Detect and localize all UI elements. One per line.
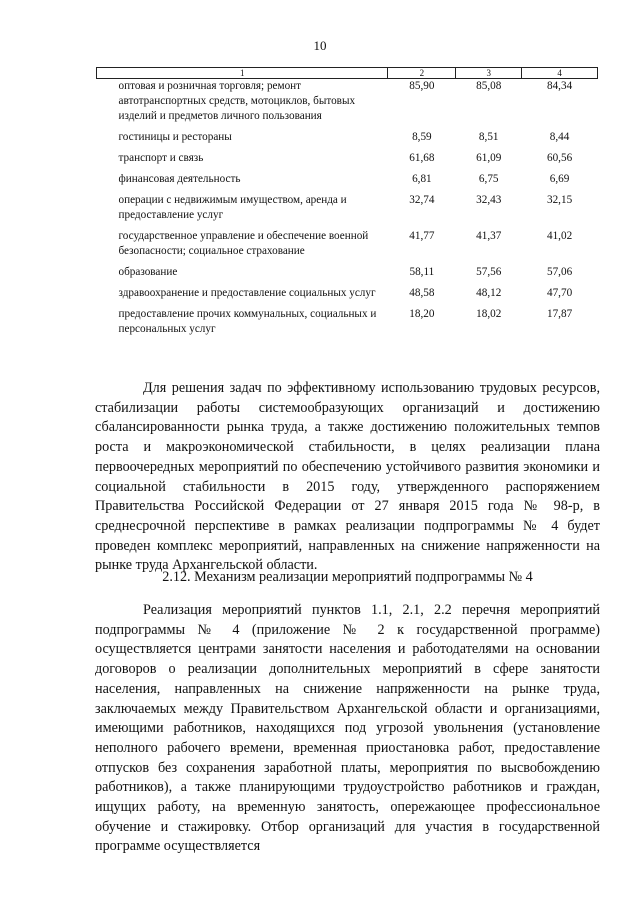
row-label: оптовая и розничная торговля; ремонт автотранспортных средств, мотоциклов, бытовых изделий и предметов личного пользования [118, 80, 356, 122]
paragraph-text: Реализация мероприятий пунктов 1.1, 2.1, 2.2 перечня мероприятий подпрограммы № 4 (приложение № 2 к государственной программе) осуществляется центрами занятости населения и работодателями на основании договоров о реализации дополнительных мероприятий в сфере занятости населения, направленных на снижение напряженности на рынке труда, заключаемых между Правительством Архангельской области и организациями, имеющими работников, находящихся под угрозой увольнения (установление неполного рабочего времени, временная приостановка работ, предоставление отпусков без сохранения заработной платы, мероприятия по высвобождению работников), а также планирующими трудоустройство работников и граждан, ищущих работу, на временную занятость, опережающее профессиональное обучение и стажировку. Отбор организаций для участия в государственной программе осуществляется [95, 602, 600, 855]
paragraph-text: Для решения задач по эффективному использованию трудовых ресурсов, стабилизации работы системообразующих организаций и достижению сбалансированности рынка труда, а также достижению положительных темпов роста и макроэкономической стабильности, в целях реализации плана первоочередных мероприятий по обеспечению устойчивого развития экономики и социальной стабильности в 2015 году, утвержденного распоряжением Правительства Российской Федерации от 27 января 2015 года № 98-р, в среднесрочной перспективе в рамках реализации подпрограммы № 4 будет проведен комплекс мероприятий, направленных на снижение напряженности на рынке труда Архангельской области. [95, 380, 600, 574]
row-label: гостиницы и рестораны [118, 131, 232, 143]
table-row [97, 193, 598, 229]
row-value: 58,11 [409, 266, 435, 278]
row-label: здравоохранение и предоставление социальных услуг [118, 287, 376, 299]
row-value: 8,44 [549, 131, 570, 143]
row-value: 32,43 [476, 194, 502, 206]
row-value: 18,20 [409, 308, 435, 320]
row-label: предоставление прочих коммунальных, социальных и персональных услуг [118, 308, 377, 335]
row-value: 60,56 [546, 152, 573, 164]
table-row [97, 286, 598, 307]
row-value: 41,02 [546, 230, 573, 242]
table-header-cell: 1 [97, 68, 388, 79]
row-value: 85,08 [476, 80, 502, 92]
table-row [97, 151, 598, 172]
row-label: образование [118, 266, 178, 278]
table-row [97, 265, 598, 286]
row-value: 57,06 [546, 266, 573, 278]
row-value: 85,90 [409, 80, 435, 92]
row-value: 48,58 [409, 287, 435, 299]
row-label: государственное управление и обеспечение военной безопасности; социальное страхование [118, 230, 369, 257]
row-value: 47,70 [546, 287, 573, 299]
data-table [96, 67, 598, 343]
row-value: 6,69 [549, 173, 570, 185]
row-label: транспорт и связь [118, 152, 204, 164]
section-heading: 2.12. Механизм реализации мероприятий подпрограммы № 4 [162, 569, 533, 585]
row-value: 57,56 [476, 266, 502, 278]
row-value: 6,75 [478, 173, 499, 185]
row-label: операции с недвижимым имуществом, аренда и предоставление услуг [118, 194, 347, 221]
row-value: 41,37 [476, 230, 502, 242]
row-value: 41,77 [409, 230, 435, 242]
table-header-cell: 2 [388, 68, 456, 79]
paragraph-implementation [95, 601, 600, 857]
table-header-cell: 4 [522, 68, 598, 79]
row-value: 32,74 [409, 194, 435, 206]
paragraph-employment-measures [95, 379, 600, 576]
row-value: 32,15 [546, 194, 573, 206]
row-value: 61,68 [409, 152, 435, 164]
row-value: 8,59 [412, 131, 432, 143]
row-value: 61,09 [476, 152, 502, 164]
table-header-cell: 3 [456, 68, 522, 79]
table-row [97, 172, 598, 193]
page-number: 10 [313, 38, 327, 53]
row-value: 18,02 [476, 308, 502, 320]
row-value: 6,81 [412, 173, 432, 185]
table-row [97, 229, 598, 265]
table-row [97, 307, 598, 343]
row-value: 17,87 [546, 308, 573, 320]
table-row [97, 79, 598, 131]
row-value: 84,34 [546, 80, 573, 92]
row-label: финансовая деятельность [118, 173, 241, 185]
row-value: 48,12 [476, 287, 502, 299]
table-row [97, 130, 598, 151]
row-value: 8,51 [478, 131, 499, 143]
table-header-row [97, 68, 598, 79]
